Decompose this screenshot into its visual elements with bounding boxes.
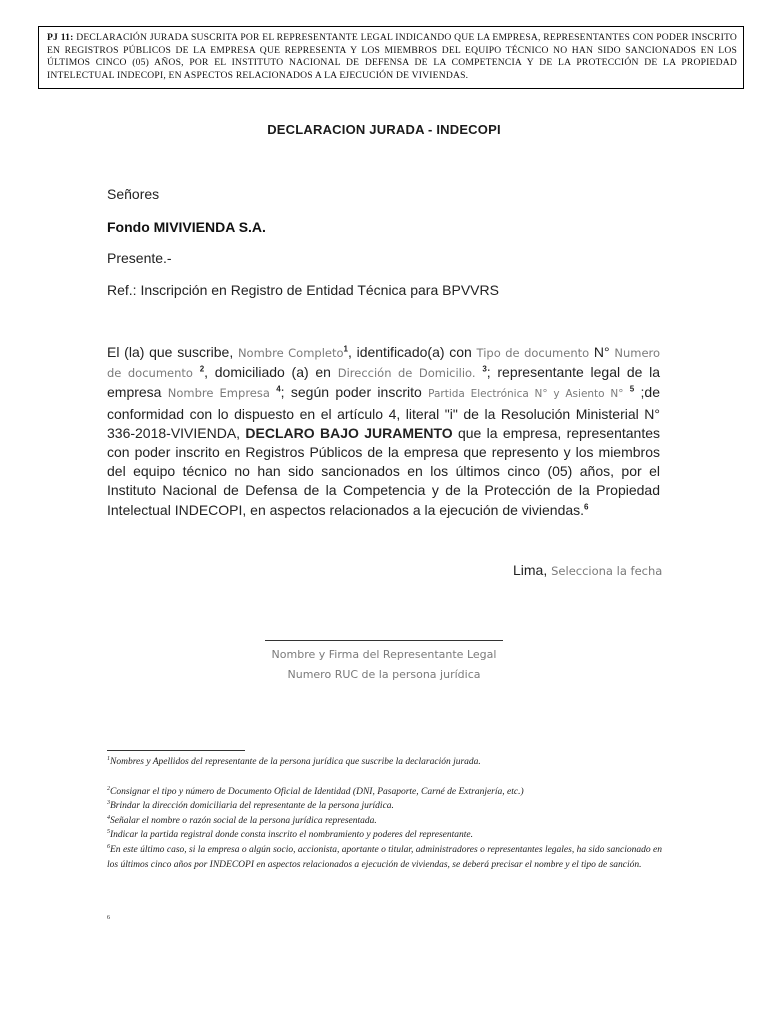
footnote-number: 5 [107,828,110,835]
body-text: N° [593,344,610,360]
footnote-text: Consignar el tipo y número de Documento Oficial de Identidad (DNI, Pasaporte, Carné de Extranjería, etc.) [110,787,524,797]
place: Lima, [513,562,548,578]
tipo-documento-field[interactable]: Tipo de documento [476,346,590,360]
footnote-4 [107,815,662,827]
page-title: DECLARACION JURADA - INDECOPI [267,122,501,137]
footnote-1 [107,756,662,768]
footnote-ref-2: 2 [199,364,205,374]
footnote-number: 4 [107,814,110,821]
footnote-number: 2 [107,785,110,792]
date-picker[interactable]: Selecciona la fecha [551,564,663,578]
body-text: ; representante legal de la empresa [107,364,661,401]
partida-field[interactable]: Partida Electrónica N° y Asiento N° [428,388,624,401]
body-text: , identificado(a) con [347,344,472,360]
footnote-text: Brindar la dirección domiciliaria del representante de la persona jurídica. [110,801,394,811]
footnote-ref-6: 6 [584,501,589,511]
footnote-text: Indicar la partida registral donde consta inscrito el nombramiento y poderes del representante. [110,830,473,840]
body-text: , domiciliado (a) en [204,364,331,381]
reference-line: Ref.: Inscripción en Registro de Entidad Técnica para BPVVRS [107,282,499,298]
footnote-text: En este último caso, si la empresa o algún socio, accionista, aportante o titular, administradores o representantes legales, ha sido sancionado en los últimos cinco años por INDECOPI en aspectos relacionados a ejecución de viviendas, se deberá precisar el nombre y el tipo de sanción. [107,845,662,870]
place-date [513,562,662,578]
greeting: Señores [107,186,160,202]
footnote-ref-5: 5 [629,384,635,394]
signature-name[interactable]: Nombre y Firma del Representante Legal [271,648,497,661]
footnote-marker-6: 6 [107,915,110,921]
body-text: El (la) que suscribe, [107,344,234,360]
declaro-bajo-juramento: DECLARO BAJO JURAMENTO [245,424,453,441]
signature-ruc[interactable]: Numero RUC de la persona jurídica [287,668,481,681]
signature-line [265,640,503,641]
declaration-body [107,343,660,520]
body-text: ;de conformidad con lo dispuesto en el artículo 4, literal "i" de la Resolución Ministerial N° 336-2018-VIVIENDA, [107,384,661,441]
footnote-number: 3 [107,799,110,806]
header-code: PJ 11: [47,32,74,43]
header-text: DECLARACIÓN JURADA SUSCRITA POR EL REPRESENTANTE LEGAL INDICANDO QUE LA EMPRESA, REPRESENTANTES CON PODER INSCRITO EN REGISTROS PÚBLICOS DE LA EMPRESA QUE REPRESENTA Y LOS MIEMBROS DEL EQUIPO TÉCNICO NO HAN SIDO SANCIONADOS EN LOS ÚLTIMOS CINCO (05) AÑOS, POR EL INSTITUTO NACIONAL DE DEFENSA DE LA COMPETENCIA Y DE LA PROTECCIÓN DE LA PROPIEDAD INTELECTUAL INDECOPI, EN ASPECTOS RELACIONADOS A LA EJECUCIÓN DE VIVIENDAS. [47,32,737,81]
direccion-field[interactable]: Dirección de Domicilio. [337,366,476,381]
numero-documento-field[interactable]: Numero de documento [107,346,661,381]
footnote-ref-3: 3 [482,364,487,374]
presente: Presente.- [107,250,172,266]
footnote-ref-4: 4 [276,384,281,394]
body-text: que la empresa, representantes con poder inscrito en Registros Públicos de la empresa que represento y los miembros del equipo técnico no han sido sancionados en los últimos cinco (05) años, por el Instituto Nacional de Defensa de la Competencia y de la Protección de la Propiedad Intelectual INDECOPI, en aspectos relacionados a la ejecución de viviendas. [107,424,661,518]
footnote-ref-1: 1 [343,344,348,354]
nombre-empresa-field[interactable]: Nombre Empresa [167,386,270,401]
footnote-6 [107,843,662,872]
footnote-separator [107,750,245,751]
nombre-completo-field[interactable]: Nombre Completo [237,346,344,360]
document-header [38,26,744,89]
footnote-2 [107,786,662,798]
footnote-number: 6 [107,843,110,850]
addressee: Fondo MIVIVIENDA S.A. [107,219,266,235]
footnote-3 [107,800,662,812]
footnote-text: Nombres y Apellidos del representante de la persona jurídica que suscribe la declaración jurada. [110,757,481,767]
footnote-text: Señalar el nombre o razón social de la persona jurídica representada. [110,816,377,826]
footnote-number: 1 [107,755,110,762]
footnote-5 [107,829,662,841]
body-text: ; según poder inscrito [280,384,422,401]
